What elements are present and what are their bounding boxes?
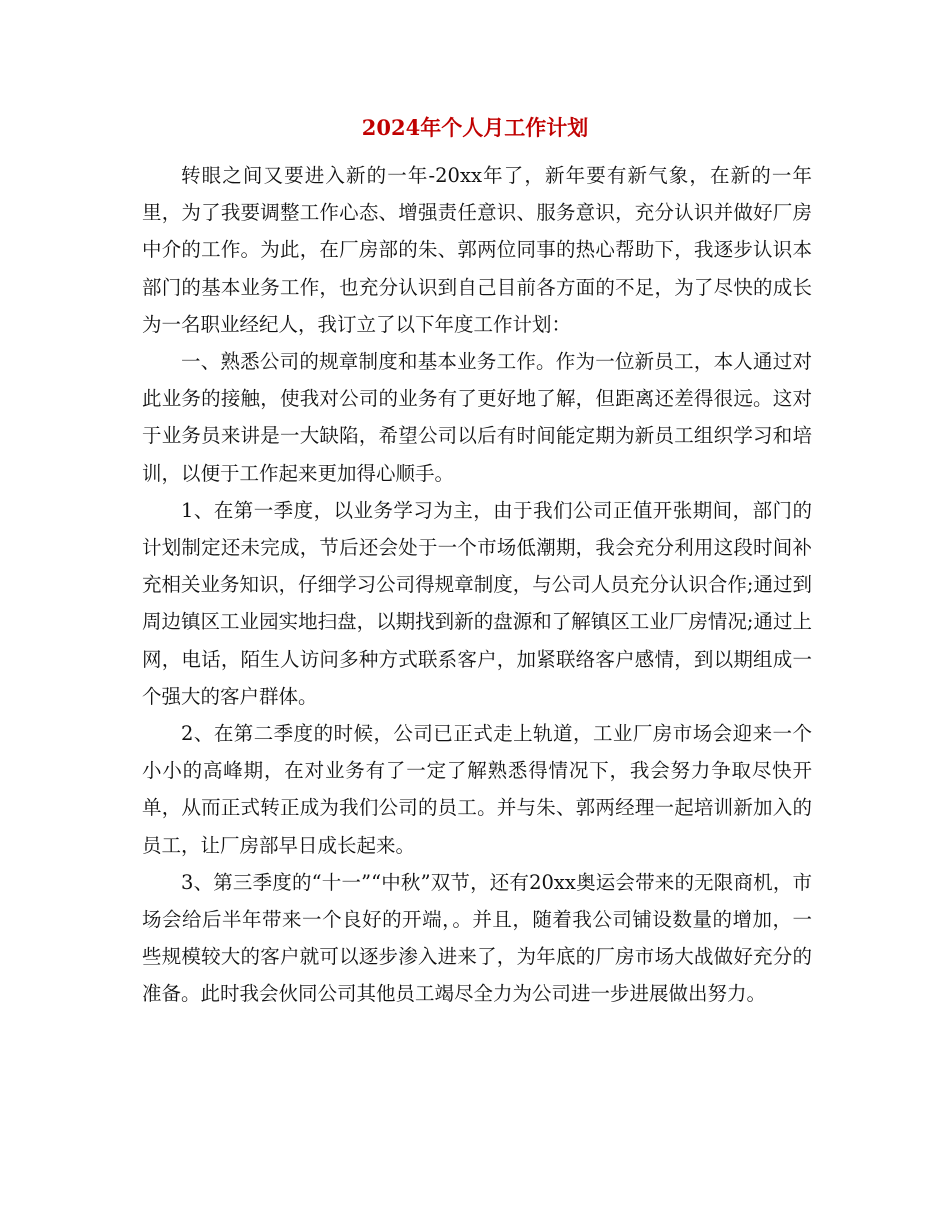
paragraph-section-1: 一、熟悉公司的规章制度和基本业务工作。作为一位新员工，本人通过对此业务的接触，使我对公司的业务有了更好地了解，但距离还差得很远。这对于业务员来讲是一大缺陷，希望公司以后有时间能定期为新员工组织学习和培训，以便于工作起来更加得心顺手。: [142, 350, 812, 485]
paragraph-q2: 2、在第二季度的时候，公司已正式走上轨道，工业厂房市场会迎来一个小小的高峰期，在对业务有了一定了解熟悉得情况下，我会努力争取尽快开单，从而正式转正成为我们公司的员工。并与朱、郭两经理一起培训新加入的员工，让厂房部早日成长起来。: [142, 722, 812, 857]
paragraph-q3: 3、第三季度的“十一”“中秋”双节，还有20xx奥运会带来的无限商机，市场会给后半年带来一个良好的开端，。并且，随着我公司铺设数量的增加，一些规模较大的客户就可以逐步渗入进来了，为年底的厂房市场大战做好充分的准备。此时我会伙同公司其他员工竭尽全力为公司进一步进展做出努力。: [142, 870, 812, 1006]
paragraph-intro: 转眼之间又要进入新的一年-20xx年了，新年要有新气象，在新的一年里，为了我要调整工作心态、增强责任意识、服务意识，充分认识并做好厂房中介的工作。为此，在厂房部的朱、郭两位同事的热心帮助下，我逐步认识本部门的基本业务工作，也充分认识到自己目前各方面的不足，为了尽快的成长为一名职业经纪人，我订立了以下年度工作计划：: [142, 164, 812, 336]
document-body: [142, 157, 812, 1013]
paragraph-q1: 1、在第一季度，以业务学习为主，由于我们公司正值开张期间，部门的计划制定还未完成，节后还会处于一个市场低潮期，我会充分利用这段时间补充相关业务知识，仔细学习公司得规章制度，与公司人员充分认识合作;通过到周边镇区工业园实地扫盘，以期找到新的盘源和了解镇区工业厂房情况;通过上网，电话，陌生人访问多种方式联系客户，加紧联络客户感情，到以期组成一个强大的客户群体。: [142, 498, 812, 708]
document-title: 2024年个人月工作计划: [361, 115, 589, 140]
